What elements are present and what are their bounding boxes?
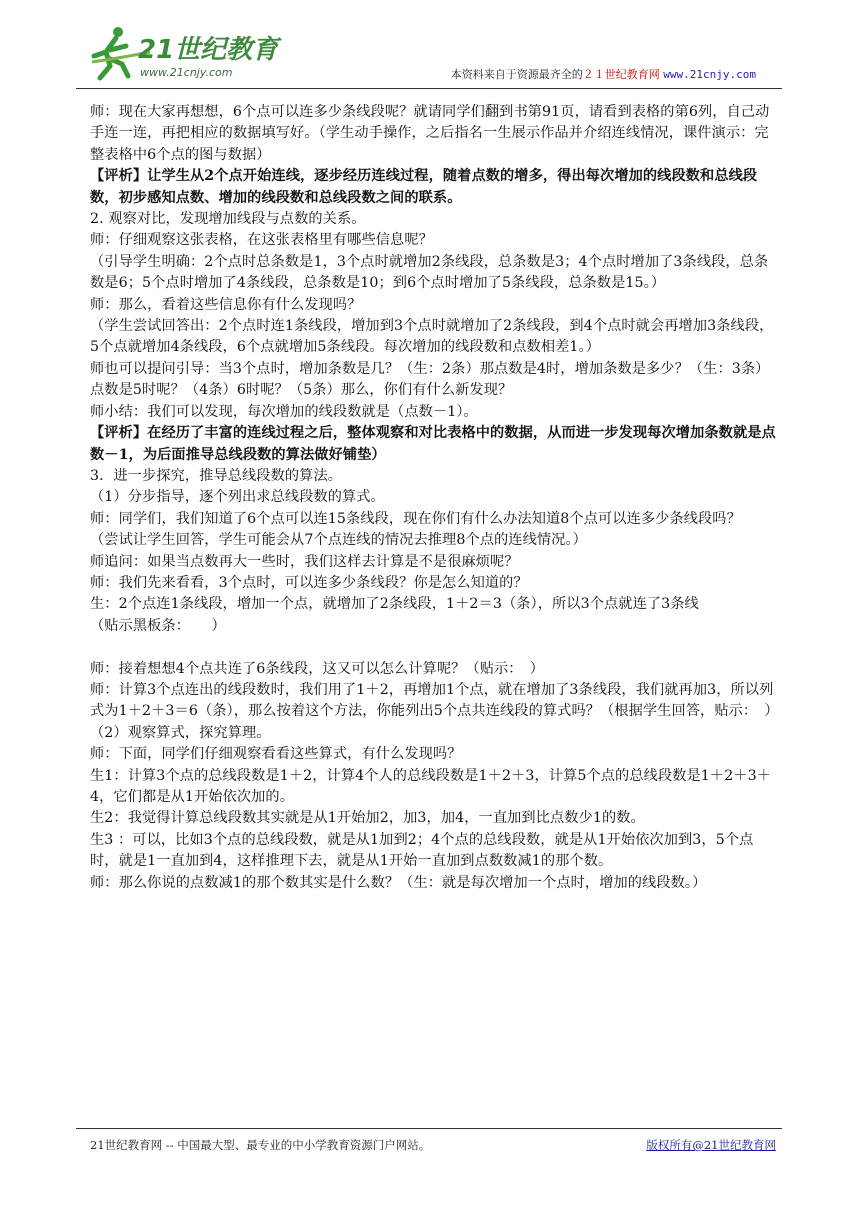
paragraph: 师：仔细观察这张表格，在这张表格里有哪些信息呢？ (90, 232, 433, 249)
commentary-paragraph: 【评析】在经历了丰富的连线过程之后，整体观察和对比表格中的数据，从而进一步发现每次增加条数就是点数－1，为后面推导总线段数的算法做好铺垫） (90, 425, 776, 463)
paragraph: 师：下面，同学们仔细观察看看这些算式，有什么发现吗？ (90, 746, 462, 763)
source-prefix: 本资料来自于资源最齐全的 (450, 68, 583, 81)
lesson-text (90, 102, 780, 894)
svg-text:21世纪教育: 21世纪教育 (138, 35, 279, 65)
blank-line (90, 637, 780, 658)
page-footer (76, 1128, 782, 1152)
paragraph: （1）分步指导，逐个列出求总线段数的算式。 (90, 489, 385, 506)
paragraph: 师：现在大家再想想，6个点可以连多少条线段呢？就请同学们翻到书第91页，请看到表格的第6列，自己动手连一连，再把相应的数据填写好。（学生动手操作，之后指名一生展示作品并介绍连线情况，课件演示：完整表格中6个点的图与数据） (90, 104, 770, 163)
source-line (451, 66, 756, 82)
source-url-link[interactable]: www.21cnjy.com (663, 68, 756, 81)
source-site: ２１世纪教育网 (582, 68, 660, 81)
paragraph: （引导学生明确：2个点时总条数是1，3个点时就增加2条线段，总条数是3；4个点时增加了3条线段，总条数是6；5个点时增加了4条线段，总条数是10；到6个点时增加了5条线段，总条数是15。） (90, 253, 769, 292)
paragraph: 师：计算3个点连出的线段数时，我们用了1＋2，再增加1个点，就在增加了3条线段，我们就再加3，所以列式为1＋2＋3＝6（条），那么按着这个方法，你能列出5个点共连线段的算式吗？（根据学生回答，贴示： ） (90, 681, 779, 720)
paragraph: 师：同学们，我们知道了6个点可以连15条线段，现在你们有什么办法知道8个点可以连多少条线段吗？ (90, 510, 741, 527)
paragraph: （贴示黑板条： ） (90, 617, 226, 634)
paragraph: （2）观察算式，探究算理。 (90, 724, 271, 741)
copyright-link[interactable]: 版权所有@21世纪教育网 (646, 1138, 776, 1152)
paragraph: 生3 ：可以，比如3个点的总线段数，就是从1加到2；4个点的总线段数，就是从1开始依次加到3，5个点时，就是1一直加到4，这样推理下去，就是从1开始一直加到点数数减1的那个数。 (90, 831, 754, 870)
paragraph: 师：那么，看着这些信息你有什么发现吗？ (90, 296, 362, 313)
page-header (76, 18, 782, 89)
paragraph: 生1：计算3个点的总线段数是1＋2，计算4个人的总线段数是1＋2＋3，计算5个点的总线段数是1＋2＋3＋4，它们都是从1开始依次加的。 (90, 767, 772, 805)
paragraph: 师追问：如果当点数再大一些时，我们这样去计算是不是很麻烦呢？ (90, 553, 519, 570)
paragraph: （学生尝试回答出：2个点时连1条线段，增加到3个点时就增加了2条线段，到4个点时就会再增加3条线段，5个点就增加4条线段，6个点就增加5条线段。每次增加的线段数和点数相差1。） (90, 318, 774, 356)
paragraph: 3．进一步探究，推导总线段数的算法。 (90, 467, 343, 484)
paragraph: 师：那么你说的点数减1的那个数其实是什么数？（生：就是每次增加一个点时，增加的线段数。） (90, 874, 707, 891)
site-logo (80, 22, 310, 84)
paragraph: 生2：我觉得计算总线段数其实就是从1开始加2，加3，加4，一直加到比点数少1的数。 (90, 810, 645, 827)
paragraph: 师小结：我们可以发现，每次增加的线段数就是（点数－1）。 (90, 403, 478, 420)
paragraph: 师：接着想想4个点共连了6条线段，这又可以怎么计算呢？（贴示： ） (90, 660, 545, 677)
paragraph: 生：2个点连1条线段，增加一个点，就增加了2条线段，1＋2＝3（条），所以3个点就连了3条线 (90, 596, 699, 613)
commentary-paragraph: 【评析】让学生从2个点开始连线，逐步经历连线过程，随着点数的增多，得出每次增加的线段数和总线段数，初步感知点数、增加的线段数和总线段数之间的联系。 (90, 168, 758, 206)
paragraph: 师也可以提问引导：当3个点时，增加条数是几？（生：2条）那点数是4时，增加条数是多少？（生：3条）点数是5时呢？（4条）6时呢？（5条）那么，你们有什么新发现？ (90, 360, 770, 399)
paragraph: （尝试让学生回答，学生可能会从7个点连线的情况去推理8个点的连线情况。） (90, 532, 587, 549)
paragraph: 师：我们先来看看，3个点时，可以连多少条线段？你是怎么知道的？ (90, 574, 528, 591)
svg-text:www.21cnjy.com: www.21cnjy.com (140, 66, 233, 79)
paragraph: 2. 观察对比，发现增加线段与点数的关系。 (90, 211, 366, 228)
footer-tagline: 21世纪教育网 -- 中国最大型、最专业的中小学教育资源门户网站。 (90, 1138, 431, 1152)
